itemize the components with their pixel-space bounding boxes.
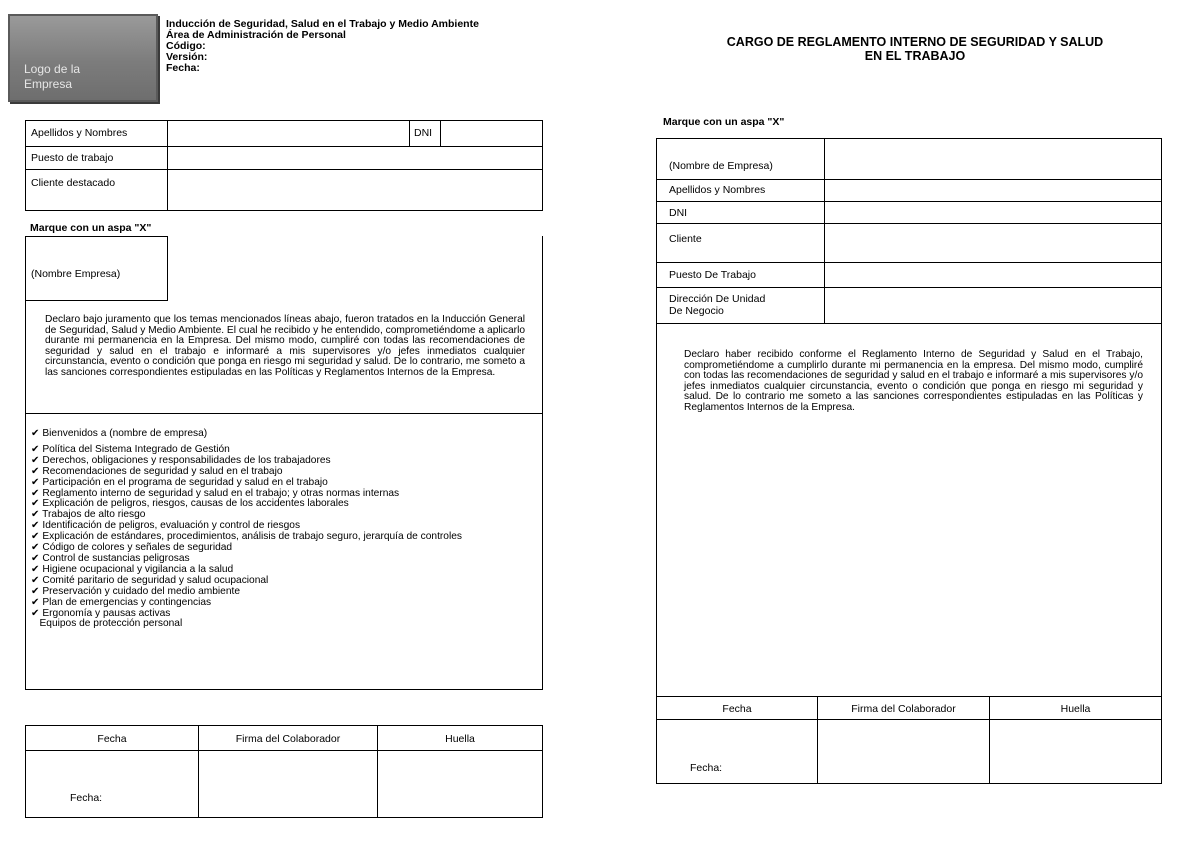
topic-item: ✔ Explicación de peligros, riesgos, causas de los accidentes laborales	[31, 498, 349, 510]
form-title	[680, 35, 1150, 63]
field-label-dni: DNI	[669, 207, 688, 219]
field-label-business-unit-line1: Dirección De Unidad	[669, 293, 766, 305]
sign-header-signature: Firma del Colaborador	[235, 733, 341, 745]
topic-item: ✔ Comité paritario de seguridad y salud ocupacional	[31, 574, 269, 586]
field-label-name: Apellidos y Nombres	[31, 127, 128, 139]
company-logo-placeholder	[8, 14, 158, 102]
fingerprint-box[interactable]	[991, 721, 1161, 783]
field-label-business-unit	[669, 293, 765, 317]
job-input[interactable]	[169, 148, 541, 167]
topic-item: ✔ Trabajos de alto riesgo	[31, 509, 146, 521]
client-input[interactable]	[826, 225, 1160, 261]
field-label-client: Cliente destacado	[31, 177, 116, 189]
field-label-business-unit-line2: De Negocio	[669, 305, 724, 317]
dni-input[interactable]	[826, 203, 1160, 222]
company-input[interactable]	[826, 140, 1160, 178]
topic-item: ✔ Recomendaciones de seguridad y salud en el trabajo	[31, 465, 283, 477]
header-version: Versión:	[166, 51, 208, 63]
name-input[interactable]	[169, 122, 407, 144]
topic-item: ✔ Plan de emergencias y contingencias	[31, 596, 212, 608]
signature-input[interactable]	[200, 752, 376, 816]
topic-item: ✔ Preservación y cuidado del medio ambiente	[31, 585, 241, 597]
header-area: Área de Administración de Personal	[166, 29, 346, 41]
field-label-job: Puesto De Trabajo	[669, 269, 756, 281]
header-code: Código:	[166, 40, 206, 52]
topic-item: ✔ Explicación de estándares, procedimientos, análisis de trabajo seguro, jerarquía de controles	[31, 531, 462, 543]
job-input[interactable]	[826, 264, 1160, 286]
form-title-line2: EN EL TRABAJO	[864, 49, 966, 63]
topic-item: ✔ Código de colores y señales de seguridad	[31, 542, 233, 554]
signature-input[interactable]	[819, 721, 988, 783]
topic-item: ✔ Participación en el programa de seguridad y salud en el trabajo	[31, 476, 328, 488]
company-name-box: (Nombre Empresa)	[31, 268, 121, 280]
field-label-name: Apellidos y Nombres	[669, 184, 766, 196]
fingerprint-box[interactable]	[379, 752, 541, 816]
topic-item: ✔ Higiene ocupacional y vigilancia a la salud	[31, 563, 234, 575]
document-header	[166, 19, 479, 74]
sign-header-date: Fecha	[97, 733, 127, 745]
sign-header-fingerprint: Huella	[1060, 703, 1091, 715]
topic-item: ✔ Derechos, obligaciones y responsabilidades de los trabajadores	[31, 454, 331, 466]
topic-item: ✔ Política del Sistema Integrado de Gestión	[31, 443, 230, 455]
business-unit-input[interactable]	[826, 289, 1160, 322]
field-label-company: (Nombre de Empresa)	[669, 160, 773, 172]
sign-header-fingerprint: Huella	[445, 733, 475, 745]
header-date: Fecha:	[166, 62, 200, 74]
topic-item: ✔ Identificación de peligros, evaluación y control de riesgos	[31, 520, 301, 532]
induction-topics-list	[31, 429, 462, 630]
topic-item: ✔ Reglamento interno de seguridad y salud en el trabajo; y otras normas internas	[31, 487, 400, 499]
client-input[interactable]	[169, 171, 541, 209]
field-label-dni: DNI	[414, 127, 433, 139]
sign-date-value: Fecha:	[70, 792, 103, 804]
topic-item: ✔ Control de sustancias peligrosas	[31, 552, 190, 564]
form-title-line1: CARGO DE REGLAMENTO INTERNO DE SEGURIDAD Y SALUD	[726, 35, 1104, 49]
logo-text: Logo de la Empresa	[24, 62, 81, 91]
topic-item: ✔ Ergonomía y pausas activas	[31, 607, 171, 619]
sign-date-value: Fecha:	[690, 762, 723, 774]
sign-header-signature: Firma del Colaborador	[851, 703, 956, 715]
header-title: Inducción de Seguridad, Salud en el Trabajo y Medio Ambiente	[166, 18, 479, 30]
name-input[interactable]	[826, 181, 1160, 200]
field-label-job: Puesto de trabajo	[31, 152, 114, 164]
dni-input[interactable]	[442, 122, 541, 144]
mark-label: Marque con un aspa "X"	[663, 116, 785, 128]
mark-label: Marque con un aspa "X"	[30, 222, 152, 234]
topic-item: ✔ Bienvenidos a (nombre de empresa)	[31, 428, 208, 439]
sign-header-date: Fecha	[722, 703, 752, 715]
topic-item: Equipos de protección personal	[31, 618, 183, 630]
regulation-declaration: Declaro haber recibido conforme el Reglamento Interno de Seguridad y Salud en el Trabajo, comprometiéndome a cumplirlo durante mi permanencia en la empresa. Del mismo modo, cumpliré con todas las recomendaciones de seguridad y salud en el trabajo e informaré a mis supervisores y/o jefes inmediatos cualquier circunstancia, evento o condición que ponga en riesgo mi seguridad y salud. De lo contrario me someto a las sanciones correspondientes estipuladas en las Políticas y Reglamentos Internos de la Empresa.	[684, 349, 1143, 413]
induction-declaration: Declaro bajo juramento que los temas mencionados líneas abajo, fueron tratados en la Inducción General de Seguridad, Salud y Medio Ambiente. El cual he recibido y he entendido, comprometiéndome a aplicarlo durante mi permanencia en la Empresa. Del mismo modo, cumpliré con todas las recomendaciones de seguridad y salud en el trabajo e informaré a mis supervisores y/o jefes inmediatos cualquier circunstancia, evento o condición que ponga en riesgo mi seguridad y salud. De lo contrario, me someto a las sanciones correspondientes estipuladas en las Políticas y Reglamentos Internos de la Empresa.	[45, 314, 525, 378]
field-label-client: Cliente	[669, 233, 702, 245]
